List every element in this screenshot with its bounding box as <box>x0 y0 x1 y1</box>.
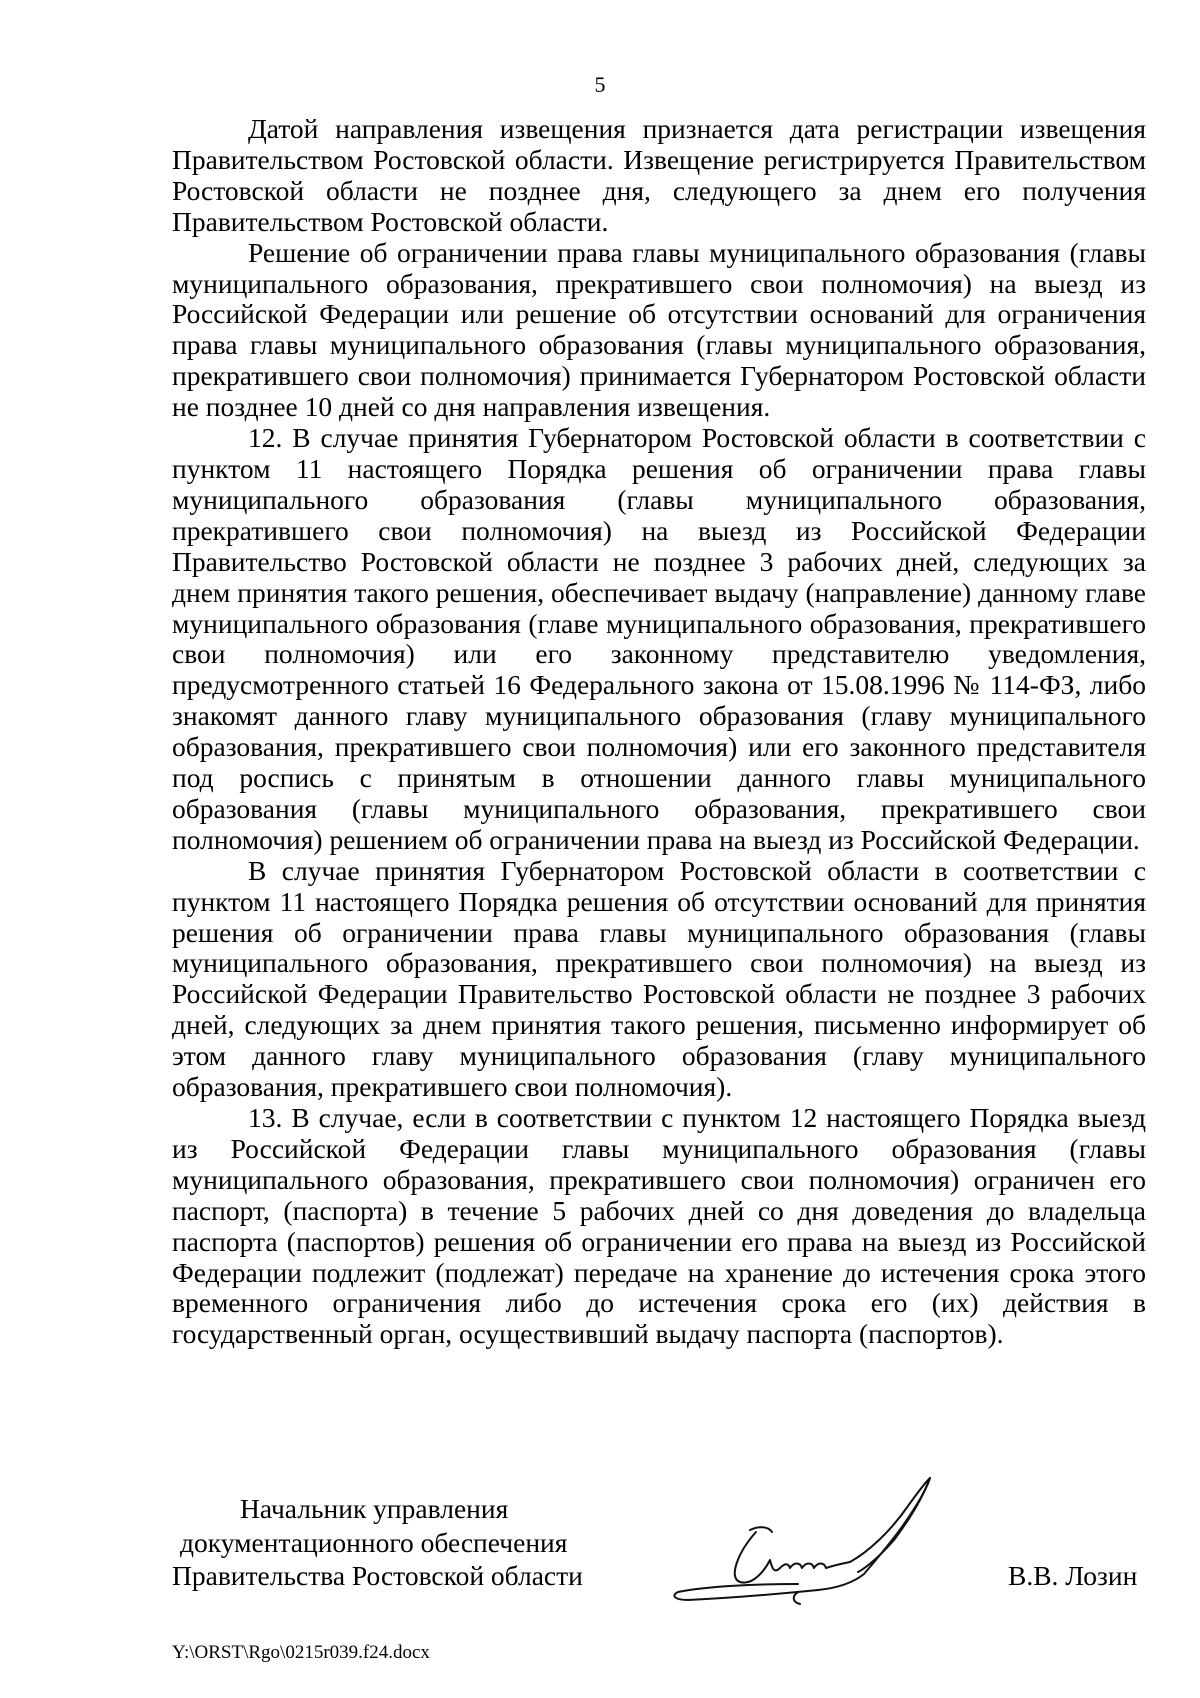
signatory-name: В.В. Лозин <box>1008 1560 1138 1591</box>
paragraph-no-grounds: В случае принятия Губернатором Ростовской области в соответствии с пунктом 11 настоящего Порядка решения об отсутствии оснований для принятия решения об ограничении права главы муниципального образования (главы муниципального образования, прекратившего свои полномочия) на выезд из Российской Федерации Правительство Ростовской области не позднее 3 рабочих дней, следующих за днем принятия такого решения, письменно информирует об этом данного главу муниципального образования (главу муниципального образования, прекратившего свои полномочия). <box>172 854 1146 1103</box>
signatory-title-line-3: Правительства Ростовской области <box>172 1560 583 1591</box>
signatory-title <box>172 1492 583 1593</box>
file-path: Y:\ORST\Rgo\0215r039.f24.docx <box>172 1642 430 1663</box>
paragraph-clause-12: 12. В случае принятия Губернатором Ростовской области в соответствии с пунктом 11 настоящего Порядка решения об ограничении права главы муниципального образования (главы муниципального образования, прекратившего свои полномочия) на выезд из Российской Федерации Правительство Ростовской области не позднее 3 рабочих дней, следующих за днем принятия такого решения, обеспечивает выдачу (направление) данному главе муниципального образования (главе муниципального образования, прекратившего свои полномочия) или его законному представителю уведомления, предусмотренного статьей 16 Федерального закона от 15.08.1996 № 114-ФЗ, либо знакомят данного главу муниципального образования (главу муниципального образования, прекратившего свои полномочия) или его законного представителя под роспись с принятым в отношении данного главы муниципального образования (главы муниципального образования, прекратившего свои полномочия) решением об ограничении права на выезд из Российской Федерации. <box>172 422 1146 855</box>
paragraph-notice-registration: Датой направления извещения признается дата регистрации извещения Правительством Ростовской области. Извещение регистрируется Правительством Ростовской области не позднее дня, следующего за днем его получения Правительством Ростовской области. <box>172 113 1146 237</box>
handwritten-signature <box>668 1470 988 1610</box>
paragraph-clause-13: 13. В случае, если в соответствии с пунктом 12 настоящего Порядка выезд из Российской Федерации главы муниципального образования (главы муниципального образования, прекратившего свои полномочия) ограничен его паспорт, (паспорта) в течение 5 рабочих дней со дня доведения до владельца паспорта (паспортов) решения об ограничении его права на выезд из Российской Федерации подлежит (подлежат) передаче на хранение до истечения срока этого временного ограничения либо до истечения срока его (их) действия в государственный орган, осуществивший выдачу паспорта (паспортов). <box>172 1102 1146 1350</box>
signatory-title-line-1: Начальник управления <box>240 1493 509 1524</box>
page-number: 5 <box>594 72 606 97</box>
paragraph-restriction-decision: Решение об ограничении права главы муниципального образования (главы муниципального образования, прекратившего свои полномочия) на выезд из Российской Федерации или решение об отсутствии оснований для ограничения права главы муниципального образования (главы муниципального образования, прекратившего свои полномочия) принимается Губернатором Ростовской области не позднее 10 дней со дня направления извещения. <box>172 236 1146 423</box>
signatory-title-line-2: документационного обеспечения <box>180 1526 568 1558</box>
document-body <box>172 114 1146 1350</box>
